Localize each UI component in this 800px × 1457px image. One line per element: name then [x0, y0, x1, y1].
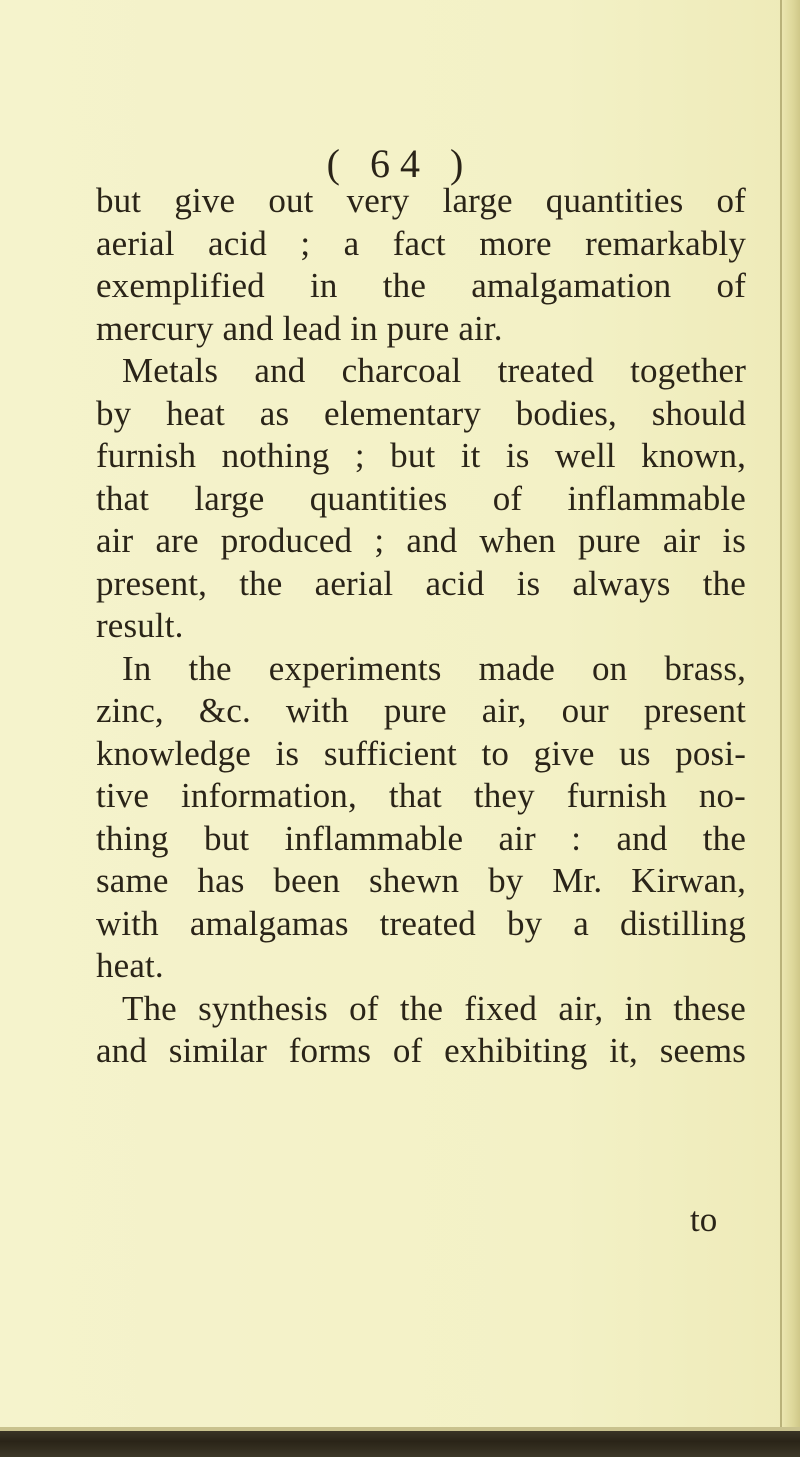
text-line: but give out very large quantities of: [96, 181, 746, 220]
text-line: zinc, &c. with pure air, our present: [96, 691, 746, 730]
page-bottom-edge: [0, 1427, 800, 1457]
text-line: In the experiments made on brass,: [122, 648, 746, 688]
text-line: result.: [96, 606, 184, 645]
text-line: thing but inflammable air : and the: [96, 818, 746, 858]
scan-shadow: [0, 1431, 800, 1457]
text-line: with amalgamas treated by a distilling: [96, 903, 746, 943]
catchword: to: [690, 1200, 718, 1239]
text-line: that large quantities of inflammable: [96, 478, 746, 518]
text-line: aerial acid ; a fact more remarkably: [96, 223, 746, 263]
text-line: Metals and charcoal treated together: [122, 351, 746, 390]
text-line: tive information, that they furnish no-: [96, 776, 746, 815]
text-line: furnish nothing ; but it is well known,: [96, 436, 746, 475]
text-line: by heat as elementary bodies, should: [96, 393, 746, 433]
text-line: mercury and lead in pure air.: [96, 308, 503, 348]
page-edge: [780, 0, 800, 1457]
text-line: The synthesis of the fixed air, in these: [122, 988, 746, 1028]
text-line: and similar forms of exhibiting it, seems: [96, 1031, 746, 1070]
page-number: ( 64 ): [326, 141, 474, 186]
text-line: present, the aerial acid is always the: [96, 563, 746, 603]
text-line: knowledge is sufficient to give us posi-: [96, 733, 746, 773]
text-line: heat.: [96, 946, 164, 985]
text-line: same has been shewn by Mr. Kirwan,: [96, 861, 746, 900]
text-line: exemplified in the amalgamation of: [96, 266, 746, 305]
text-line: air are produced ; and when pure air is: [96, 521, 746, 560]
body-text: [96, 180, 746, 1073]
